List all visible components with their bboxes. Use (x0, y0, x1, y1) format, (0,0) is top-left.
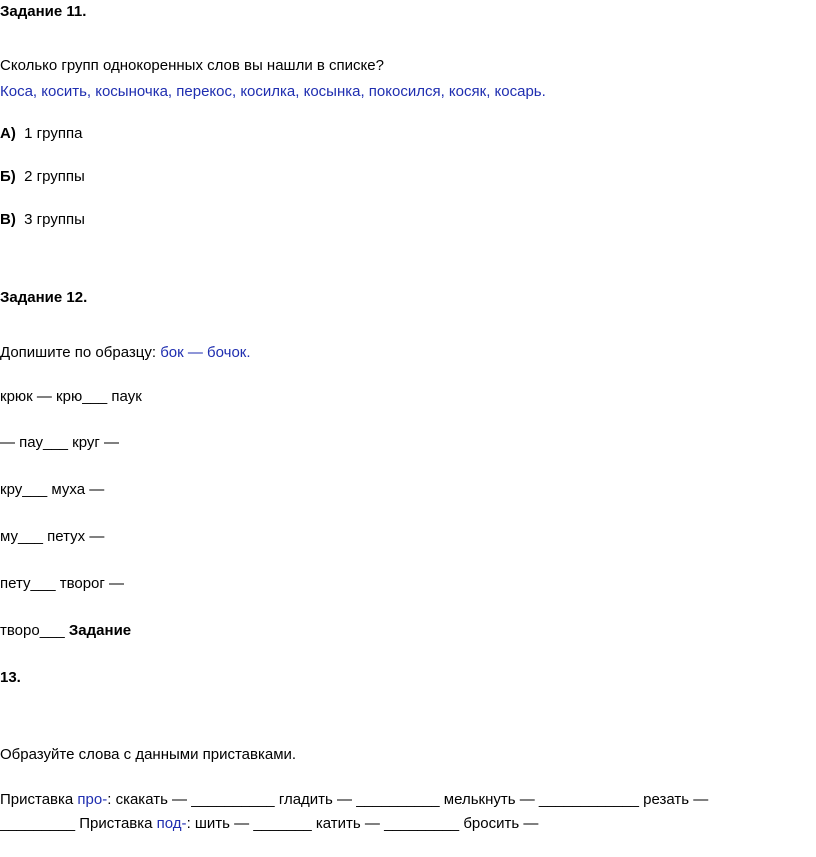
task11-option-c (0, 210, 85, 230)
task12-line-4: му___ петух — (0, 528, 105, 545)
example-end: . (246, 344, 251, 361)
option-text: 2 группы (24, 168, 85, 185)
option-letter: Б) (0, 168, 16, 185)
option-text: 1 группа (24, 125, 83, 142)
task12-title: Задание 12. (0, 289, 88, 306)
option-letter: В) (0, 211, 16, 228)
task11-option-a (0, 124, 82, 144)
task13-line-2 (0, 814, 538, 834)
task13-instruction: Образуйте слова с данными приставками. (0, 746, 297, 763)
task13-line-1 (0, 790, 708, 810)
task11-title: Задание 11. (0, 3, 87, 20)
prefix-label: Приставка (0, 791, 78, 808)
task12-line-6 (0, 621, 131, 641)
task12-line-2: — пау___ круг — (0, 434, 120, 451)
task12-prompt (0, 343, 251, 363)
line2-rest: : шить — _______ катить — _________ бросить — (186, 815, 539, 832)
task11-question: Сколько групп однокоренных слов вы нашли в списке? (0, 57, 384, 74)
task12-line-3: кру___ муха — (0, 481, 105, 498)
task12-line-1: крюк — крю___ паук (0, 388, 142, 405)
task13-title-part1: Задание (68, 622, 132, 639)
prefix-pod: под- (156, 815, 187, 832)
option-letter: А) (0, 125, 16, 142)
task12-line-6-text: творо___ (0, 622, 69, 639)
prompt-text: Допишите по образцу: (0, 344, 161, 361)
example-text: бок — бочок (160, 344, 247, 361)
line2-start: _________ Приставка (0, 815, 157, 832)
task11-word-list: Коса, косить, косыночка, перекос, косилка, косынка, покосился, косяк, косарь. (0, 83, 546, 100)
prefix-pro: про- (77, 791, 108, 808)
option-text: 3 группы (24, 211, 85, 228)
line1-rest: : скакать — __________ гладить — __________ мелькнуть — ____________ резать — (107, 791, 709, 808)
task13-title-part2: 13. (0, 669, 21, 686)
task12-line-5: пету___ творог — (0, 575, 125, 592)
task11-option-b (0, 167, 85, 187)
